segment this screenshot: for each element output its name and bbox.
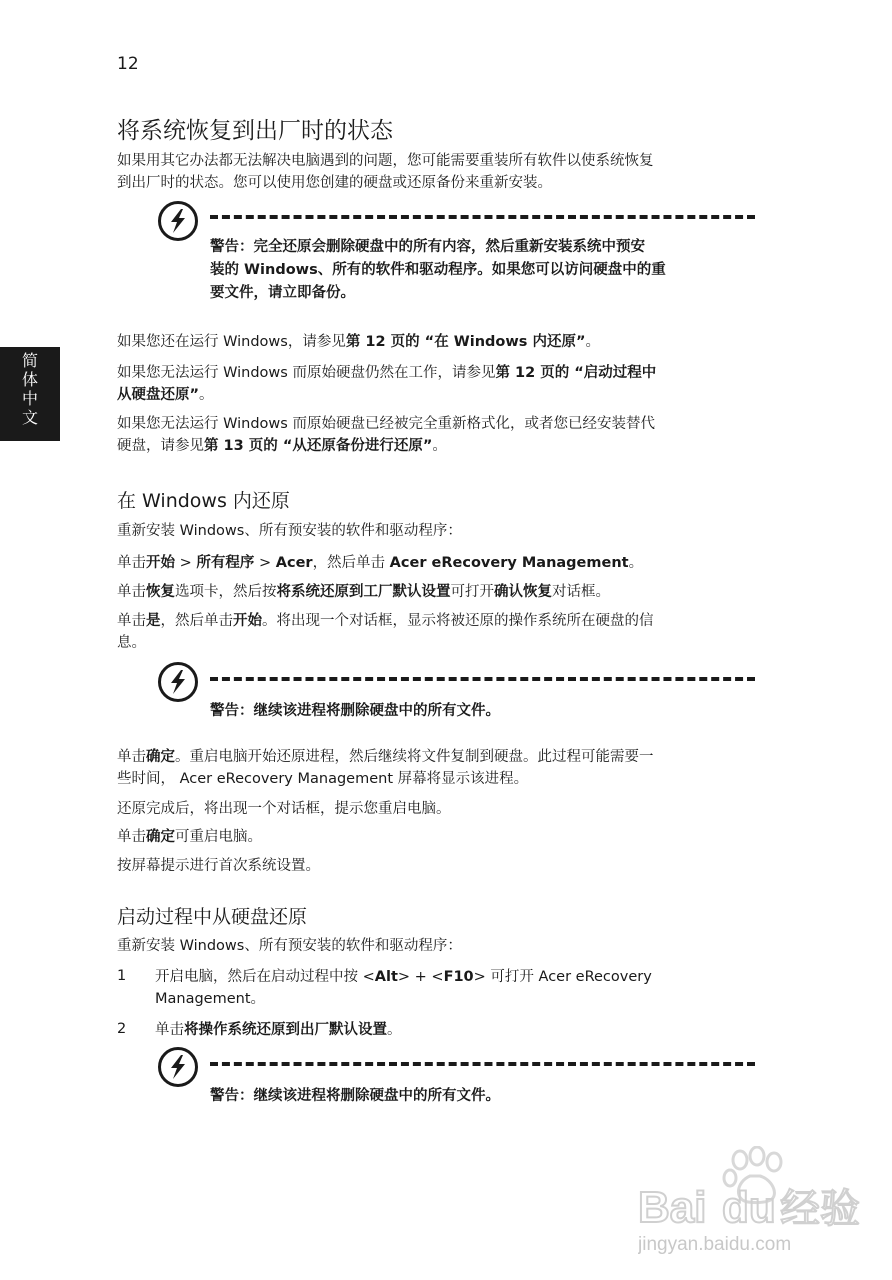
warning-icon	[158, 201, 198, 241]
ui-term: 开始	[233, 613, 262, 629]
ref-text: 如果您无法运行 Windows 而原始硬盘仍然在工作，请参见	[117, 365, 496, 381]
ui-term: 将操作系统还原到出厂默认设置	[184, 1022, 387, 1038]
text: Management。	[155, 991, 266, 1007]
ref-link: 第 12 页的 “启动过程中	[495, 365, 657, 381]
list-item	[155, 966, 725, 1010]
warning-line: 警告：完全还原会删除硬盘中的所有内容，然后重新安装系统中预安	[210, 239, 645, 255]
section-intro: 重新安装 Windows、所有预安装的软件和驱动程序：	[117, 938, 462, 954]
text: >	[254, 555, 276, 571]
step-text	[117, 581, 762, 603]
intro-paragraph	[117, 150, 762, 194]
baidu-paw-logo	[638, 1146, 868, 1256]
warning-text	[210, 236, 750, 305]
warning-divider	[210, 677, 755, 681]
ui-term: Acer eRecovery Management	[389, 555, 629, 571]
text: > + <	[397, 969, 444, 985]
watermark-brand-2: du	[722, 1183, 776, 1232]
text: 对话框。	[552, 584, 610, 600]
step-text: 还原完成后，将出现一个对话框，提示您重启电脑。	[117, 801, 451, 817]
step-text	[117, 826, 762, 848]
page-number: 12	[117, 54, 139, 74]
ui-term: 恢复	[146, 584, 175, 600]
ref-text: 。	[199, 387, 214, 403]
warning-divider	[210, 1062, 755, 1066]
step-text	[117, 552, 762, 574]
side-tab-char: 文	[21, 408, 38, 427]
ref-text: 硬盘，请参见	[117, 438, 204, 454]
text: 选项卡，然后按	[175, 584, 277, 600]
ref-text: 如果您无法运行 Windows 而原始硬盘已经被完全重新格式化，或者您已经安装替代	[117, 416, 655, 432]
step-text	[117, 610, 762, 654]
ref-link: 第 13 页的 “从还原备份进行还原”	[204, 438, 433, 454]
baidu-jingyan-watermark	[638, 1146, 868, 1256]
text: > 可打开 Acer eRecovery	[473, 969, 652, 985]
text: 些时间， Acer eRecovery Management 屏幕将显示该进程。	[117, 771, 529, 787]
warning-text: 警告：继续该进程将删除硬盘中的所有文件。	[210, 1088, 500, 1104]
warning-line: 装的 Windows、所有的软件和驱动程序。如果您可以访问硬盘中的重	[210, 262, 666, 278]
list-number: 2	[117, 1021, 127, 1037]
text: 单击	[117, 555, 146, 571]
ui-term: 确定	[146, 749, 175, 765]
section-intro: 重新安装 Windows、所有预安装的软件和驱动程序：	[117, 523, 462, 539]
ref-link: 从硬盘还原”	[117, 387, 200, 403]
watermark-brand: Bai	[638, 1183, 707, 1232]
ui-term: 确定	[146, 829, 175, 845]
text: 。	[387, 1022, 402, 1038]
warning-text: 警告：继续该进程将删除硬盘中的所有文件。	[210, 703, 500, 719]
step-text: 按屏幕提示进行首次系统设置。	[117, 858, 320, 874]
reference-1	[117, 331, 762, 353]
text: 单击	[117, 613, 146, 629]
text: 。	[628, 555, 644, 571]
ref-text: 。	[432, 438, 447, 454]
warning-icon	[158, 662, 198, 702]
side-tab-char: 体	[21, 370, 38, 389]
key-name: F10	[443, 969, 474, 985]
ui-term: 将系统还原到工厂默认设置	[276, 584, 451, 600]
ref-link: 第 12 页的 “在 Windows 内还原”	[345, 334, 586, 350]
ui-term: 所有程序	[196, 555, 255, 571]
text: 单击	[117, 749, 146, 765]
text: ，然后单击	[312, 555, 390, 571]
text: 。将出现一个对话框，显示将被还原的操作系统所在硬盘的信	[262, 613, 654, 629]
key-name: Alt	[374, 969, 398, 985]
watermark-suffix: 经验	[780, 1186, 860, 1232]
section-heading: 在 Windows 内还原	[117, 490, 290, 512]
step-text	[117, 746, 762, 790]
text: 单击	[155, 1022, 184, 1038]
ui-term: 开始	[146, 555, 175, 571]
text: ，然后单击	[160, 613, 233, 629]
ui-term: 确认恢复	[494, 584, 552, 600]
text: 单击	[117, 584, 146, 600]
side-tab-char: 简	[21, 351, 38, 370]
warning-icon	[158, 1047, 198, 1087]
list-item	[155, 1019, 725, 1041]
text: 。重启电脑开始还原进程，然后继续将文件复制到硬盘。此过程可能需要一	[175, 749, 654, 765]
text: 息。	[117, 635, 146, 651]
side-tab-char: 中	[21, 389, 38, 408]
text: 可重启电脑。	[175, 829, 262, 845]
warning-line: 要文件，请立即备份。	[210, 285, 355, 301]
reference-3	[117, 413, 762, 457]
list-number: 1	[117, 968, 127, 984]
warning-divider	[210, 215, 755, 219]
text: >	[175, 555, 197, 571]
reference-2	[117, 362, 762, 406]
intro-line: 到出厂时的状态。您可以使用您创建的硬盘或还原备份来重新安装。	[117, 175, 552, 191]
ui-term: Acer	[275, 555, 313, 571]
text: 开启电脑，然后在启动过程中按 <	[155, 969, 375, 985]
intro-line: 如果用其它办法都无法解决电脑遇到的问题，您可能需要重装所有软件以使系统恢复	[117, 153, 654, 169]
text: 单击	[117, 829, 146, 845]
watermark-url: jingyan.baidu.com	[638, 1234, 792, 1255]
text: 可打开	[450, 584, 494, 600]
ref-text: 。	[585, 334, 600, 350]
ui-term: 是	[146, 613, 161, 629]
language-side-tab	[0, 347, 60, 441]
ref-text: 如果您还在运行 Windows，请参见	[117, 334, 346, 350]
section-heading: 启动过程中从硬盘还原	[117, 906, 308, 928]
page-title: 将系统恢复到出厂时的状态	[117, 118, 393, 144]
